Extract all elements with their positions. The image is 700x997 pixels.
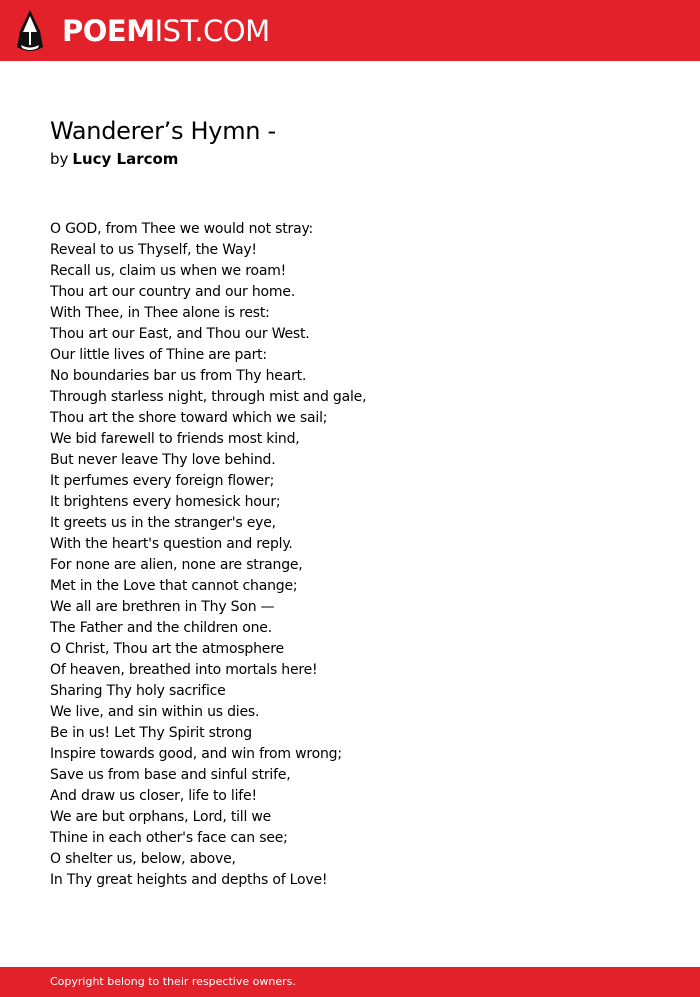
poem-line: It brightens every homesick hour; <box>50 494 281 510</box>
poem-line: Thou art our country and our home. <box>50 284 295 300</box>
poem-line: Save us from base and sinful strife, <box>50 767 291 783</box>
poem-line: Reveal to us Thyself, the Way! <box>50 242 257 258</box>
poem-line: Met in the Love that cannot change; <box>50 578 298 594</box>
poem-line: Thine in each other's face can see; <box>50 830 288 846</box>
poem-body <box>50 219 366 891</box>
poem-line: We bid farewell to friends most kind, <box>50 431 300 447</box>
poem-title: Wanderer’s Hymn - <box>50 117 276 145</box>
poem-line: The Father and the children one. <box>50 620 272 636</box>
copyright-text: Copyright belong to their respective owners. <box>50 975 296 988</box>
poem-line: Be in us! Let Thy Spirit strong <box>50 725 252 741</box>
poem-line: No boundaries bar us from Thy heart. <box>50 368 307 384</box>
poem-line: With Thee, in Thee alone is rest: <box>50 305 270 321</box>
poem-line: Our little lives of Thine are part: <box>50 347 267 363</box>
poem-line: We live, and sin within us dies. <box>50 704 260 720</box>
poem-line: For none are alien, none are strange, <box>50 557 303 573</box>
poem-author: Lucy Larcom <box>72 150 179 168</box>
by-label: by <box>50 150 69 168</box>
poem-line: With the heart's question and reply. <box>50 536 293 552</box>
site-logo-link[interactable] <box>16 8 270 54</box>
poem-line: Of heaven, breathed into mortals here! <box>50 662 318 678</box>
poem-line: O GOD, from Thee we would not stray: <box>50 221 314 237</box>
poem-line: Sharing Thy holy sacrifice <box>50 683 226 699</box>
poem-line: O shelter us, below, above, <box>50 851 236 867</box>
site-footer <box>0 967 700 997</box>
pen-nib-icon <box>16 9 44 53</box>
poem-line: O Christ, Thou art the atmosphere <box>50 641 284 657</box>
poem-line: We all are brethren in Thy Son — <box>50 599 275 615</box>
poem-line: We are but orphans, Lord, till we <box>50 809 272 825</box>
site-header <box>0 0 700 61</box>
poem-line: Thou art our East, and Thou our West. <box>50 326 310 342</box>
site-brand <box>62 8 270 54</box>
poem-line: In Thy great heights and depths of Love! <box>50 872 328 888</box>
poem-line: It perfumes every foreign flower; <box>50 473 275 489</box>
brand-bold: POEM <box>62 14 155 48</box>
brand-light: IST.COM <box>154 14 270 48</box>
poem-line: Through starless night, through mist and gale, <box>50 389 367 405</box>
poem-line: And draw us closer, life to life! <box>50 788 257 804</box>
poem-line: Recall us, claim us when we roam! <box>50 263 287 279</box>
poem-line: It greets us in the stranger's eye, <box>50 515 276 531</box>
poem-line: But never leave Thy love behind. <box>50 452 276 468</box>
poem-byline <box>50 148 178 170</box>
poem-line: Inspire towards good, and win from wrong; <box>50 746 342 762</box>
poem-line: Thou art the shore toward which we sail; <box>50 410 328 426</box>
